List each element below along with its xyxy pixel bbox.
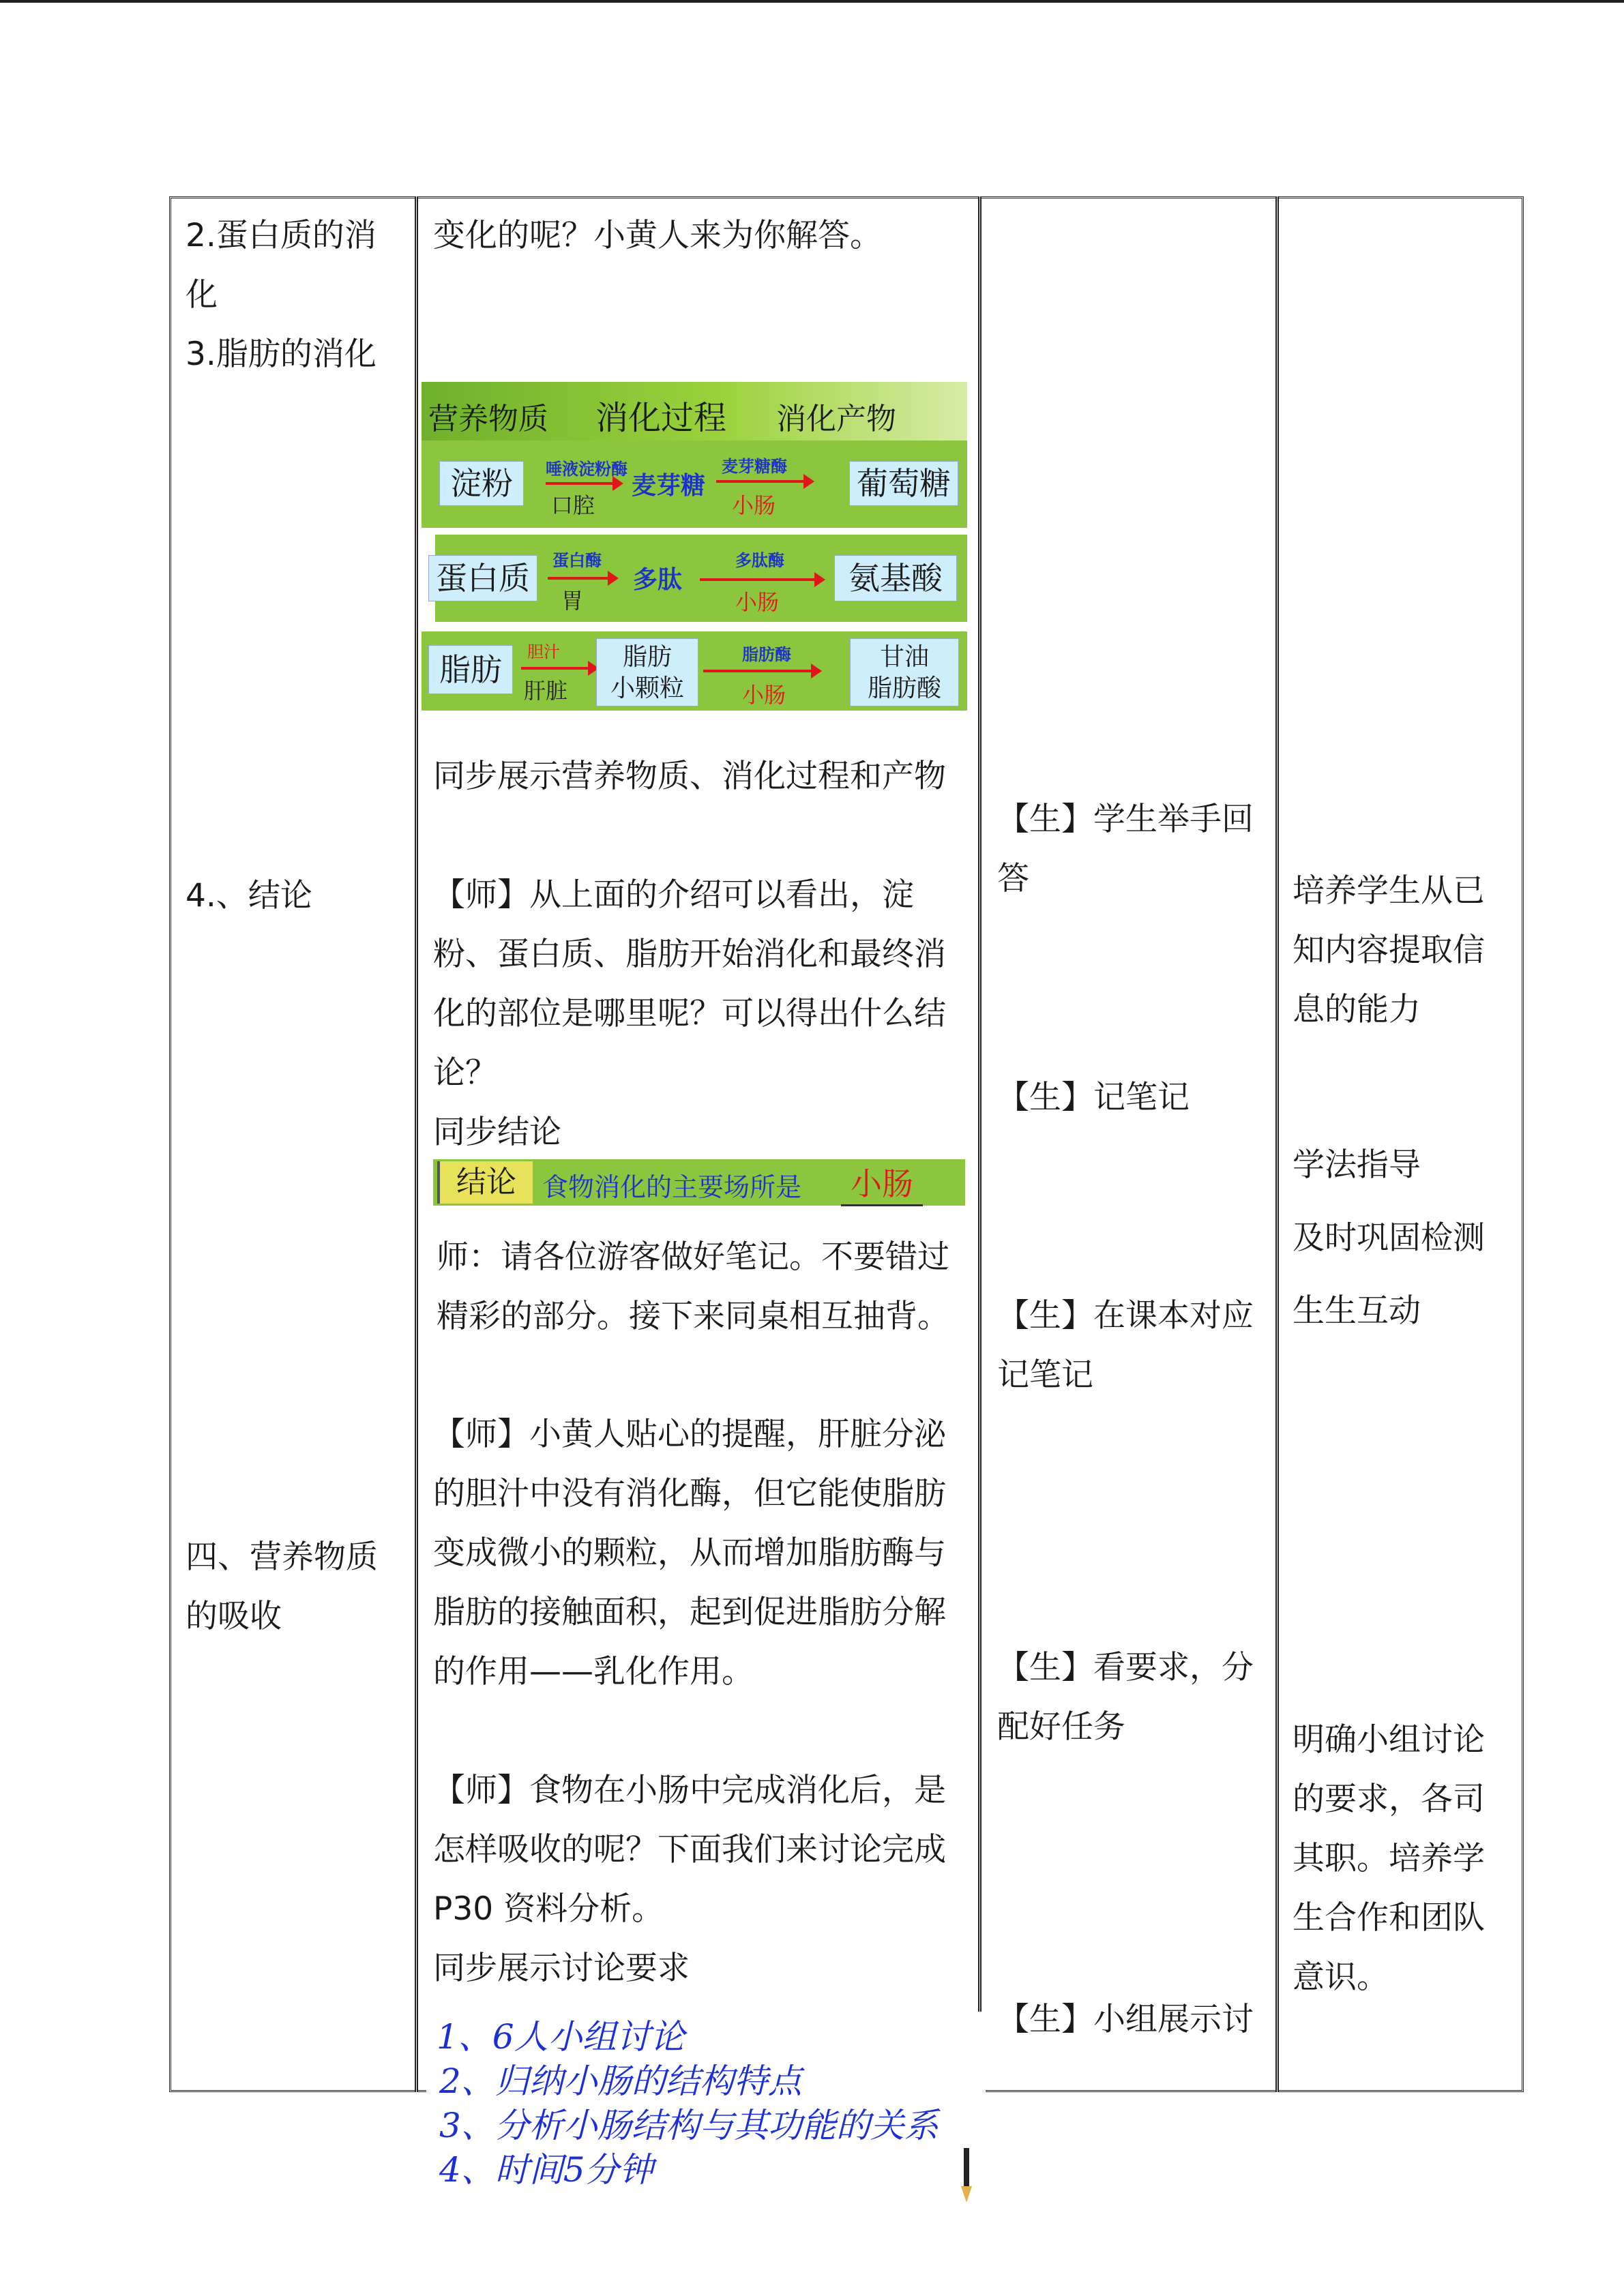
fat-agent1: 胆汁 [527, 642, 560, 661]
column-divider-1 [415, 196, 418, 2092]
protein-enzyme2: 多肽酶 [735, 551, 784, 570]
fat-enzyme2: 脂肪酶 [742, 645, 791, 664]
fat-intermediate-box: 脂肪 小颗粒 [596, 638, 698, 706]
note-method-guidance: 学法指导 及时巩固检测 生生互动 [1293, 1146, 1485, 1330]
protein-box: 蛋白质 [428, 555, 537, 601]
topic-absorption: 四、营养物质 的吸收 [186, 1538, 378, 1635]
arrow-icon [548, 577, 609, 580]
starch-site2: 小肠 [732, 492, 776, 518]
discussion-requirements: 1、6人小组讨论 2、归纳小肠的结构特点 3、分析小肠结构与其功能的关系 4、时间5分钟 [437, 2017, 939, 2190]
conclusion-label: 结论 [437, 1161, 533, 1204]
teacher-question: 同步展示营养物质、消化过程和产物 【师】从上面的介绍可以看出，淀 粉、蛋白质、脂肪开始消化和最终消 化的部位是哪里呢？可以得出什么结 论？ 同步结论 [433, 758, 946, 1151]
topic-conclusion: 4.、结论 [186, 877, 312, 914]
arrow-icon [546, 482, 614, 485]
topic-protein-fat: 2.蛋白质的消 化 3.脂肪的消化 [186, 217, 377, 373]
fat-row [422, 631, 967, 711]
student-notes: 【生】记笔记 [997, 1079, 1190, 1116]
fat-site1: 肝脏 [524, 678, 568, 704]
starch-site1: 口腔 [551, 492, 595, 518]
fat-box: 脂肪 [428, 645, 513, 694]
fat-site2: 小肠 [742, 682, 786, 708]
diagram-header [422, 382, 967, 441]
arrow-icon [521, 667, 589, 670]
starch-intermediate: 麦芽糖 [632, 472, 706, 500]
protein-enzyme1: 蛋白酶 [552, 551, 602, 570]
header-product: 消化产物 [776, 402, 896, 436]
arrow-icon [703, 670, 812, 672]
conclusion-text: 食物消化的主要场所是 [542, 1172, 802, 1202]
header-nutrient: 营养物质 [428, 402, 548, 436]
notes-text: 师：请各位游客做好笔记。不要错过 精彩的部分。接下来同桌相互抽背。 [437, 1238, 949, 1335]
fat-product-box: 甘油 脂肪酸 [850, 638, 959, 706]
arrow-icon [700, 578, 816, 581]
student-present: 【生】小组展示讨 [997, 2001, 1254, 2038]
starch-row [422, 441, 967, 528]
header-process: 消化过程 [595, 399, 727, 437]
arrow-icon [716, 480, 805, 483]
protein-row [435, 535, 967, 622]
starch-enzyme1: 唾液淀粉酶 [546, 460, 628, 479]
teacher-reminder: 【师】小黄人贴心的提醒，肝脏分泌 的胆汁中没有消化酶，但它能使脂肪 变成微小的颗粒，从而增加脂肪酶与 脂肪的接触面积，起到促进脂肪分解 的作用——乳化作用。 【师】食物在小肠中完成消化后，是 怎样吸收的呢？下面我们来讨论完成 P30 资料分析。 同步展示讨论要求 [433, 1416, 946, 1987]
student-textbook-notes: 【生】在课本对应 记笔记 [997, 1297, 1254, 1394]
note-group-discussion: 明确小组讨论 的要求，各司 其职。培养学 生合作和团队 意识。 [1293, 1721, 1485, 1996]
conclusion-answer: 小肠 [841, 1159, 923, 1206]
starch-box: 淀粉 [439, 461, 524, 506]
student-answer: 【生】学生举手回 答 [997, 801, 1254, 897]
note-info-extraction: 培养学生从已 知内容提取信 息的能力 [1293, 872, 1485, 1028]
intro-text: 变化的呢？小黄人来为你解答。 [433, 217, 882, 254]
pencil-icon [960, 2148, 973, 2204]
column-divider-3 [1275, 196, 1279, 2092]
starch-enzyme2: 麦芽糖酶 [722, 457, 787, 476]
starch-product-box: 葡萄糖 [849, 461, 958, 506]
protein-intermediate: 多肽 [633, 566, 683, 594]
conclusion-banner [433, 1159, 965, 1206]
digestion-diagram [422, 382, 967, 711]
student-tasks: 【生】看要求，分 配好任务 [997, 1649, 1254, 1746]
protein-site2: 小肠 [735, 589, 780, 615]
page-top-rule [0, 0, 1624, 3]
protein-site1: 胃 [561, 588, 584, 614]
column-divider-2 [978, 196, 981, 2092]
protein-product-box: 氨基酸 [834, 555, 957, 601]
